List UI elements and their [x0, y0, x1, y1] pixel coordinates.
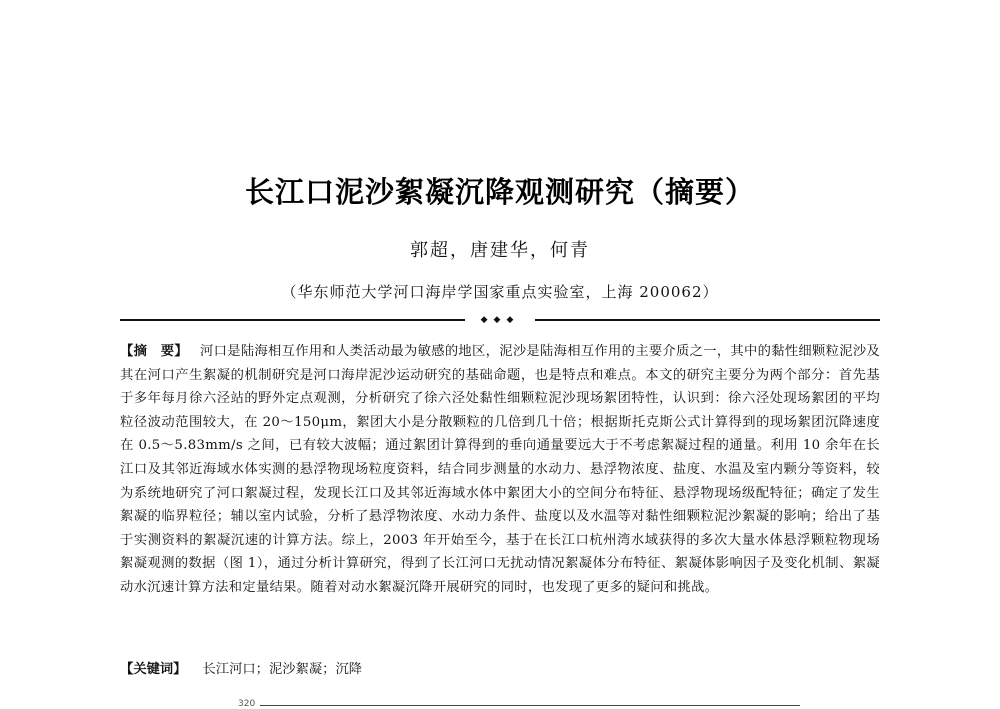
keywords-label: 【关键词】	[120, 662, 187, 677]
section-divider	[120, 316, 880, 324]
abstract-text: 河口是陆海相互作用和人类活动最为敏感的地区，泥沙是陆海相互作用的主要介质之一，其中的黏性细颗粒泥沙及其在河口产生絮凝的机制研究是河口海岸泥沙运动研究的基础命题，也是特点和难点。本文的研究主要分为两个部分：首先基于多年每月徐六泾站的野外定点观测，分析研究了徐六泾处黏性细颗粒泥沙现场絮团特性，认识到：徐六泾处现场絮团的平均粒径波动范围较大，在 20～150μm，絮团大小是分散颗粒的几倍到几十倍；根据斯托克斯公式计算得到的现场絮团沉降速度在 0.5～5.83mm/s 之间，已有较大波幅；通过絮团计算得到的垂向通量要远大于不考虑絮凝过程的通量。利用 10 余年在长江口及其邻近海域水体实测的悬浮物现场粒度资料，结合同步测量的水动力、悬浮物浓度、盐度、水温及室内颗分等资料，较为系统地研究了河口絮凝过程，发现长江口及其邻近海域水体中絮团大小的空间分布特征、悬浮物现场级配特征；确定了发生絮凝的临界粒径；辅以室内试验，分析了悬浮物浓度、水动力条件、盐度以及水温等对黏性细颗粒泥沙絮凝的影响；给出了基于实测资料的絮凝沉速的计算方法。综上，2003 年开始至今，基于在长江口杭州湾水域获得的多次大量水体悬浮颗粒物现场絮凝观测的数据（图 1），通过分析计算研究，得到了长江河口无扰动情况絮凝体分布特征、絮凝体影响因子及变化机制、絮凝动水沉速计算方法和定量结果。随着对动水絮凝沉降开展研究的同时，也发现了更多的疑问和挑战。	[120, 344, 881, 595]
abstract-label: 【摘 要】	[120, 344, 189, 359]
divider-line-left	[120, 319, 465, 321]
author-list: 郭超，唐建华，何青	[410, 240, 590, 261]
divider-line-right	[535, 319, 880, 321]
keywords-block	[120, 660, 880, 680]
footer-rule	[260, 705, 800, 706]
keywords-text: 长江河口；泥沙絮凝；沉降	[202, 662, 363, 677]
divider-ornament-icon: ◆◆◆	[480, 315, 520, 325]
page-number: 320	[238, 699, 256, 709]
page-footer	[238, 699, 798, 709]
paper-title: 长江口泥沙絮凝沉降观测研究（摘要）	[244, 175, 755, 209]
author-affiliation: （华东师范大学河口海岸学国家重点实验室，上海 200062）	[281, 283, 719, 301]
abstract-block	[120, 340, 880, 600]
